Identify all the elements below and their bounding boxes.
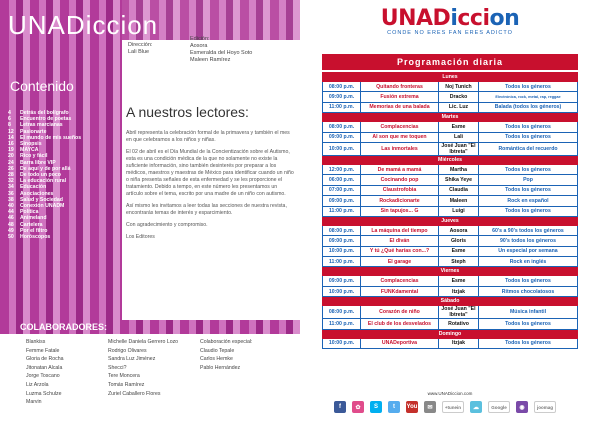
- logo-part: cci: [457, 6, 490, 31]
- show-host: Esme: [439, 276, 479, 286]
- show-time: 09:00 p.m.: [323, 196, 361, 206]
- show-host: Lic. Luz: [439, 102, 479, 112]
- collaborator-name: Pablo Hernández: [200, 364, 241, 371]
- show-name: El diván: [361, 236, 439, 246]
- show-genre: Rock en español: [479, 196, 578, 206]
- show-time: 10:00 p.m.: [323, 286, 361, 296]
- article-paragraph: El 02 de abril es el Día Mundial de la Concientización sobre el Autismo, esta es una condición médica de la que no solamente no existe la suficiente información, sino también desinterés por preparar a los médicos, maestros y maestras de México para identificar cuando un niño o niña presenta señales de esta enfermedad y se les proporcione el tratamiento. Debido a tempo, en este número les presentamos un artículo sobre el tema, escrito por una madre de un niño con autismo.: [126, 149, 294, 197]
- show-host: Rotativo: [439, 319, 479, 329]
- schedule-row: [323, 257, 578, 267]
- toc-title: De aquí y de por allá: [20, 165, 71, 172]
- article-paragraph: Abril representa la celebración formal de la primavera y también el mes en que celebramos a los niños y niñas.: [126, 130, 290, 143]
- website-link[interactable]: www.UNADiccion.com: [427, 391, 473, 396]
- show-genre: Pop: [479, 175, 578, 185]
- schedule-row: [323, 132, 578, 142]
- show-time: 11:00 p.m.: [323, 206, 361, 216]
- show-name: El garage: [361, 257, 439, 267]
- edition-label: Edición:: [190, 36, 210, 42]
- toc-title: Barra libre VIP: [20, 159, 56, 166]
- day-header-row: [323, 73, 578, 82]
- collaborator-name: Carlos Hemke: [200, 356, 233, 363]
- show-name: Memorias de una balada: [361, 102, 439, 112]
- collaborator-name: Marvin: [26, 399, 42, 406]
- edition-name: Esmeralda del Hoyo Soto: [190, 50, 253, 56]
- toc-number: 48: [8, 221, 14, 228]
- show-time: 08:00 p.m.: [323, 82, 361, 92]
- show-name: De mamá a mamá: [361, 164, 439, 174]
- schedule-row: [323, 185, 578, 195]
- youtube-icon[interactable]: You: [406, 401, 418, 413]
- show-genre: Balada (todos los géneros): [479, 102, 578, 112]
- collaborator-name: Femme Fatale: [26, 347, 60, 354]
- schedule-row: [323, 225, 578, 235]
- show-genre: 90's todos los géneros: [479, 236, 578, 246]
- collaborator-name: Luzma Schulze: [26, 390, 62, 397]
- toc-number: 32: [8, 178, 14, 185]
- contents-heading: Contenido: [10, 78, 74, 94]
- toc-title: Política: [20, 209, 39, 216]
- logo-part: i: [450, 6, 458, 31]
- toc-title: Conexión UNADM: [20, 203, 65, 210]
- show-host: José Juan "El Ibtreta": [439, 142, 479, 155]
- show-name: Complacencias: [361, 122, 439, 132]
- show-host: Steph: [439, 257, 479, 267]
- edition-name: Maleen Ramírez: [190, 57, 231, 63]
- joomag-icon[interactable]: joomag: [534, 401, 556, 413]
- toc-title: Animeland: [20, 215, 47, 222]
- show-host: Esme: [439, 246, 479, 256]
- schedule-row: [323, 175, 578, 185]
- show-genre: Un especial por semana: [479, 246, 578, 256]
- show-time: 06:00 p.m.: [323, 175, 361, 185]
- show-time: 11:00 p.m.: [323, 102, 361, 112]
- toc-title: La educación rural: [20, 178, 67, 185]
- show-genre: Todos los géneros: [479, 206, 578, 216]
- show-time: 08:00 p.m.: [323, 306, 361, 319]
- show-host: Luigi: [439, 206, 479, 216]
- schedule-row: [323, 122, 578, 132]
- show-host: Dracko: [439, 92, 479, 102]
- show-time: 07:00 p.m.: [323, 185, 361, 195]
- toc-title: Sinopsis: [20, 141, 42, 148]
- logo: [300, 6, 600, 36]
- show-genre: 60's a 90's todos los géneros: [479, 225, 578, 235]
- show-name: Las inmortales: [361, 142, 439, 155]
- toc-title: Salud y Sociedad: [20, 196, 63, 203]
- toc-number: 12: [8, 128, 14, 135]
- toc-title: Cartelera: [20, 221, 43, 228]
- show-genre: Todos los géneros: [479, 122, 578, 132]
- show-time: 08:00 p.m.: [323, 225, 361, 235]
- schedule-row: [323, 286, 578, 296]
- table-of-contents: [8, 110, 118, 240]
- show-name: Fusión extrema: [361, 92, 439, 102]
- schedule-row: [323, 142, 578, 155]
- social-icon[interactable]: ✿: [352, 401, 364, 413]
- toc-number: 38: [8, 196, 14, 203]
- collaborator-name: Zuriel Caballero Flores: [108, 390, 161, 397]
- show-name: FUNKdamental: [361, 286, 439, 296]
- collaborator-name: Jorge Toscano: [26, 373, 60, 380]
- day-header-row: [323, 113, 578, 122]
- toc-title: Encuentro de poetas: [20, 116, 72, 123]
- show-time: 11:00 p.m.: [323, 319, 361, 329]
- special-collab-label: Colaboración especial:: [200, 339, 253, 345]
- day-header: Martes: [323, 113, 578, 122]
- tunein-icon[interactable]: +tunein: [442, 401, 464, 413]
- show-host: Gloris: [439, 236, 479, 246]
- show-time: 08:00 p.m.: [323, 122, 361, 132]
- collaborator-name: Shecci?: [108, 364, 127, 371]
- collaborator-name: Claudio Tepale: [200, 347, 235, 354]
- toc-number: 14: [8, 134, 14, 141]
- schedule-row: [323, 306, 578, 319]
- day-header: Miércoles: [323, 155, 578, 164]
- show-time: 10:00 p.m.: [323, 338, 361, 348]
- toc-title: De todo un poco: [20, 172, 61, 179]
- toc-number: 20: [8, 153, 14, 160]
- show-genre: Música infantil: [479, 306, 578, 319]
- schedule-row: [323, 236, 578, 246]
- toc-number: 50: [8, 234, 14, 241]
- show-genre: Todos los géneros: [479, 338, 578, 348]
- show-time: 10:00 p.m.: [323, 142, 361, 155]
- logo-tagline: CONDE NO ERES FAN ERES ADICTO: [387, 30, 513, 36]
- show-name: Claustrofobia: [361, 185, 439, 195]
- schedule-row: [323, 164, 578, 174]
- toc-title: Rico y fácil: [20, 153, 48, 160]
- toc-title: Por el filtro: [20, 227, 48, 234]
- show-genre: Todos los géneros: [479, 319, 578, 329]
- show-name: Rockadicionarte: [361, 196, 439, 206]
- show-name: Cocinando pop: [361, 175, 439, 185]
- right-page: [300, 0, 600, 424]
- show-host: Lali: [439, 132, 479, 142]
- schedule-row: [323, 102, 578, 112]
- show-name: Complacencias: [361, 276, 439, 286]
- collaborator-name: Blankiss: [26, 339, 46, 345]
- toc-title: Detrás del bolígrafo: [20, 110, 69, 116]
- email-icon[interactable]: ✉: [424, 401, 436, 413]
- day-header: Domingo: [323, 329, 578, 338]
- show-time: 09:00 p.m.: [323, 236, 361, 246]
- day-header-row: [323, 297, 578, 306]
- toc-title: Asociaciones: [20, 190, 54, 197]
- collaborator-name: Rodrigo Olivares: [108, 347, 147, 354]
- schedule-row: [323, 246, 578, 256]
- social-footer: [334, 399, 574, 415]
- twitter-icon[interactable]: t: [388, 401, 400, 413]
- collaborator-name: Tomás Ramírez: [108, 381, 145, 388]
- show-host: Shika Yeye: [439, 175, 479, 185]
- schedule-row: [323, 82, 578, 92]
- schedule-row: [323, 319, 578, 329]
- show-host: Esme: [439, 122, 479, 132]
- show-genre: Rock en inglés: [479, 257, 578, 267]
- article-title: A nuestros lectores:: [126, 104, 249, 120]
- show-name: UNADeportiva: [361, 338, 439, 348]
- toc-number: 4: [8, 110, 11, 116]
- facebook-icon[interactable]: f: [334, 401, 346, 413]
- day-header-row: [323, 329, 578, 338]
- show-name: Y tú ¿Qué harías con...?: [361, 246, 439, 256]
- collaborator-name: Gloria de Rocha: [26, 356, 64, 363]
- skype-icon[interactable]: S: [370, 401, 382, 413]
- direction-name: Lali Blue: [128, 49, 150, 55]
- show-genre: Todos los géneros: [479, 132, 578, 142]
- schedule-title: Programación diaria: [322, 54, 578, 70]
- google-icon[interactable]: Google: [488, 401, 510, 413]
- article-paragraph: Con agradecimiento y compromiso.: [126, 222, 208, 228]
- show-host: Martha: [439, 164, 479, 174]
- collaborator-name: Michelle Daniela Gerrero Lozo: [108, 339, 179, 345]
- collaborator-name: Liz Arzola: [26, 381, 49, 388]
- radio-icon[interactable]: ◉: [516, 401, 528, 413]
- toc-title: El mundo de mis sueños: [20, 134, 82, 141]
- toc-title: Letras marcianas: [20, 122, 63, 129]
- logo-part: on: [489, 6, 520, 31]
- show-name: Corazón de niño: [361, 306, 439, 319]
- article-paragraph: Los Editores: [126, 234, 155, 240]
- collaborator-name: Sandra Luz Jiménez: [108, 356, 156, 363]
- day-header: Jueves: [323, 216, 578, 225]
- toc-number: 44: [8, 209, 14, 216]
- toc-number: 28: [8, 172, 14, 179]
- logo-wordmark: [300, 6, 600, 31]
- collaborators-heading: COLABORADORES:: [20, 322, 107, 332]
- toc-number: 36: [8, 190, 14, 197]
- show-genre: Electrónica, rock, metal, rap, reggae: [479, 92, 578, 102]
- show-host: Itzjak: [439, 338, 479, 348]
- brand-title: UNADiccion: [8, 10, 159, 40]
- show-name: La máquina del tiempo: [361, 225, 439, 235]
- show-host: José Juan "El Ibtreta": [439, 306, 479, 319]
- toc-number: 16: [8, 141, 14, 148]
- toc-title: MAYCA: [20, 147, 39, 154]
- collaborator-name: Tere Moncera: [108, 373, 140, 380]
- toc-item: [8, 234, 118, 240]
- show-genre: Todos los géneros: [479, 185, 578, 195]
- toc-number: 8: [8, 122, 11, 129]
- collaborators-column-1: [26, 338, 64, 407]
- toc-title: Educación: [20, 184, 47, 191]
- show-name: Sin tapujos... G: [361, 206, 439, 216]
- collaborator-name: Jitonatan Alcala: [26, 364, 63, 371]
- logo-part: UNAD: [380, 6, 451, 31]
- show-host: Maleen: [439, 196, 479, 206]
- show-time: 09:00 p.m.: [323, 276, 361, 286]
- toc-number: 24: [8, 159, 14, 166]
- schedule-row: [323, 206, 578, 216]
- show-time: 11:00 p.m.: [323, 257, 361, 267]
- schedule-row: [323, 338, 578, 348]
- toc-number: 46: [8, 215, 14, 222]
- collaborators-column-3: [200, 338, 252, 372]
- show-host: Noj Tunich: [439, 82, 479, 92]
- direction-label: Dirección:: [128, 42, 153, 48]
- show-genre: Todos los géneros: [479, 82, 578, 92]
- day-header-row: [323, 216, 578, 225]
- day-header-row: [323, 155, 578, 164]
- show-host: Aosora: [439, 225, 479, 235]
- article-body: [126, 130, 294, 246]
- toc-number: 19: [8, 147, 14, 154]
- toc-number: 49: [8, 227, 14, 234]
- toc-title: Horóscopos: [20, 234, 51, 241]
- show-time: 09:00 p.m.: [323, 132, 361, 142]
- show-time: 10:00 p.m.: [323, 246, 361, 256]
- schedule-row: [323, 196, 578, 206]
- show-name: Al son que me toquen: [361, 132, 439, 142]
- schedule-table: [322, 72, 578, 349]
- show-host: Itzjak: [439, 286, 479, 296]
- toc-title: Pasionarte: [20, 128, 47, 135]
- show-name: Quitando fronteras: [361, 82, 439, 92]
- schedule-row: [323, 92, 578, 102]
- day-header-row: [323, 267, 578, 276]
- day-header: Viernes: [323, 267, 578, 276]
- toc-number: 6: [8, 116, 11, 123]
- toc-number: 26: [8, 165, 14, 172]
- article-paragraph: Así mismo les invitamos a leer todas las secciones de nuestra revista, encontrarás temas de interés y esparcimiento.: [126, 203, 287, 216]
- show-name: El club de los desvelados: [361, 319, 439, 329]
- mixcloud-icon[interactable]: ☁: [470, 401, 482, 413]
- day-header: Lunes: [323, 73, 578, 82]
- toc-number: 40: [8, 203, 14, 210]
- show-genre: Ritmos chocolatosos: [479, 286, 578, 296]
- show-genre: Todos los géneros: [479, 276, 578, 286]
- show-genre: Todos los géneros: [479, 164, 578, 174]
- collaborators-column-2: [108, 338, 178, 398]
- show-genre: Romántica del recuerdo: [479, 142, 578, 155]
- show-time: 09:00 p.m.: [323, 92, 361, 102]
- toc-number: 34: [8, 184, 14, 191]
- day-header: Sábado: [323, 297, 578, 306]
- schedule-row: [323, 276, 578, 286]
- edition-name: Aosora: [190, 43, 208, 49]
- show-time: 12:00 p.m.: [323, 164, 361, 174]
- show-host: Claudia: [439, 185, 479, 195]
